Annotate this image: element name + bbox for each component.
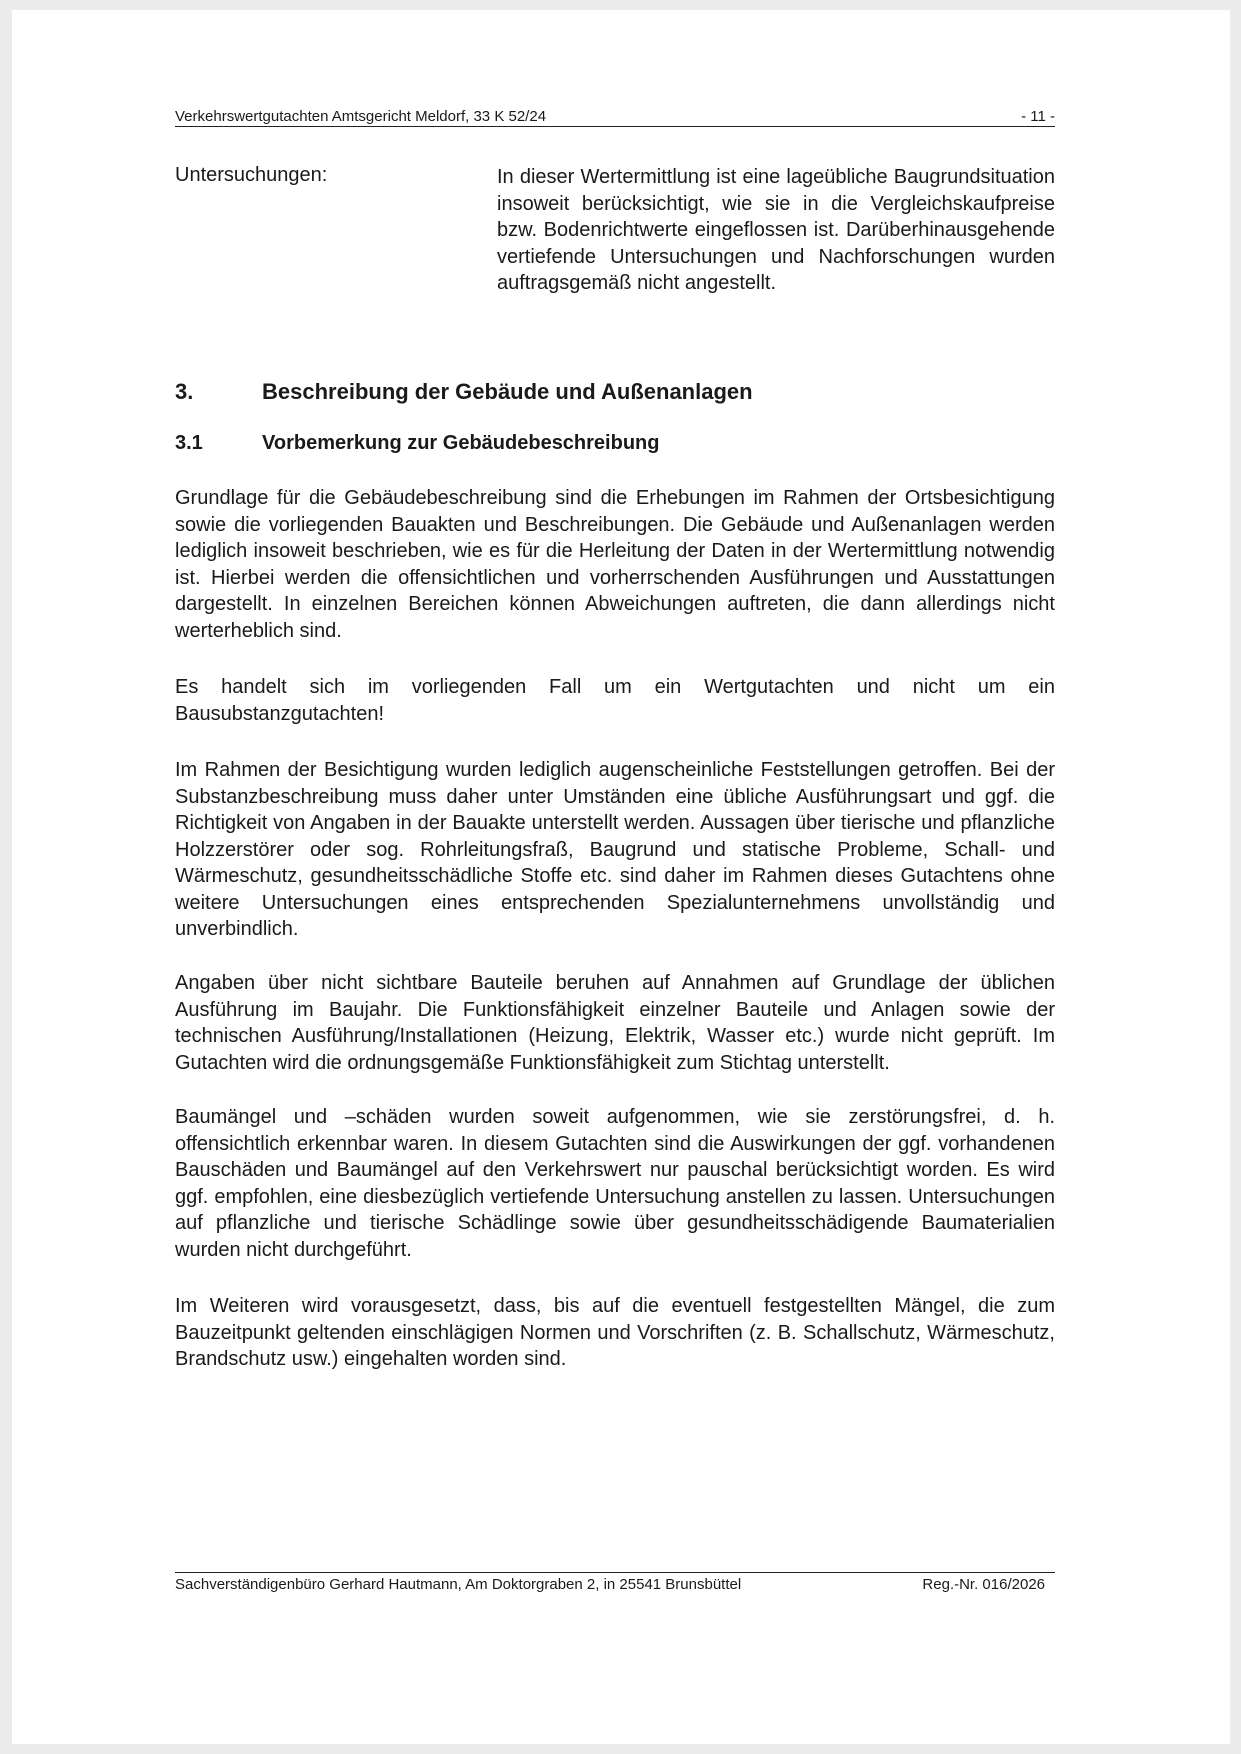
page-header: [175, 108, 1055, 127]
paragraph-grundlage: Grundlage für die Gebäudebeschreibung sind die Erhebungen im Rahmen der Ortsbesichtigung sowie die vorliegenden Bauakten und Beschreibungen. Die Gebäude und Außenanlagen werden lediglich insoweit beschrieben, wie es für die Herleitung der Daten in der Wertermittlung notwendig ist. Hierbei werden die offensichtlichen und vorherrschenden Ausführungen und Ausstattungen dargestellt. In einzelnen Bereichen können Abweichungen auftreten, die dann allerdings nicht werterheblich sind.: [175, 487, 1055, 642]
paragraph-wertgutachten: Es handelt sich im vorliegenden Fall um ein Wertgutachten und nicht um ein Bausubstanzgutachten!: [175, 676, 1055, 725]
paragraph-bauteile: Angaben über nicht sichtbare Bauteile beruhen auf Annahmen auf Grundlage der üblichen Ausführung im Baujahr. Die Funktionsfähigkeit einzelner Bauteile und Anlagen sowie der technischen Ausführung/Installationen (Heizung, Elektrik, Wasser etc.) wurde nicht geprüft. Im Gutachten wird die ordnungsgemäße Funktionsfähigkeit zum Stichtag unterstellt.: [175, 972, 1055, 1074]
paragraph-besichtigung: Im Rahmen der Besichtigung wurden lediglich augenscheinliche Feststellungen getroffen. Bei der Substanzbeschreibung muss daher unter Umständen eine übliche Ausführungsart und ggf. die Richtigkeit von Angaben in der Bauakte unterstellt werden. Aussagen über tierische und pflanzliche Holzzerstörer oder sog. Rohrleitungsfraß, Baugrund und statische Probleme, Schall- und Wärmeschutz, gesundheitsschädliche Stoffe etc. sind daher im Rahmen dieses Gutachtens ohne weitere Untersuchungen eines entsprechenden Spezialunternehmens unvollständig und unverbindlich.: [175, 759, 1055, 940]
header-title: Verkehrswertgutachten Amtsgericht Meldorf, 33 K 52/24: [175, 108, 547, 125]
paragraph-normen: Im Weiteren wird vorausgesetzt, dass, bis auf die eventuell festgestellten Mängel, die zum Bauzeitpunkt geltenden einschlägigen Normen und Vorschriften (z. B. Schallschutz, Wärmeschutz, Brandschutz usw.) eingehalten worden sind.: [175, 1295, 1055, 1370]
section-3-1-title: Vorbemerkung zur Gebäudebeschreibung: [262, 432, 660, 454]
untersuchungen-text: In dieser Wertermittlung ist eine lageübliche Baugrundsituation insoweit berücksichtigt, wie sie in die Vergleichskaufpreise bzw. Bodenrichtwerte eingeflossen ist. Darüberhinausgehende vertiefende Untersuchungen und Nachforschungen wurden auftragsgemäß nicht angestellt.: [497, 166, 1055, 294]
footer-registration: Reg.-Nr. 016/2026: [922, 1576, 1045, 1593]
section-3-1-number: 3.1: [175, 432, 203, 454]
page-footer: [175, 1572, 1055, 1593]
section-3-heading: [175, 379, 753, 405]
section-3-1-heading: [175, 432, 659, 455]
paragraph-baumaengel: Baumängel und –schäden wurden soweit aufgenommen, wie sie zerstörungsfrei, d. h. offensichtlich erkennbar waren. In diesem Gutachten sind die Auswirkungen der ggf. vorhandenen Bauschäden und Baumängel auf den Verkehrswert nur pauschal berücksichtigt worden. Es wird ggf. empfohlen, eine diesbezüglich vertiefende Untersuchung anstellen zu lassen. Untersuchungen auf pflanzliche und tierische Schädlinge sowie über gesundheitsschädigende Baumaterialien wurden nicht durchgeführt.: [175, 1106, 1055, 1261]
untersuchungen-label: Untersuchungen:: [175, 164, 328, 186]
page-number: - 11 -: [1021, 108, 1055, 125]
footer-address: Sachverständigenbüro Gerhard Hautmann, Am Doktorgraben 2, in 25541 Brunsbüttel: [175, 1576, 742, 1593]
section-3-title: Beschreibung der Gebäude und Außenanlagen: [262, 379, 753, 404]
section-3-number: 3.: [175, 379, 194, 404]
